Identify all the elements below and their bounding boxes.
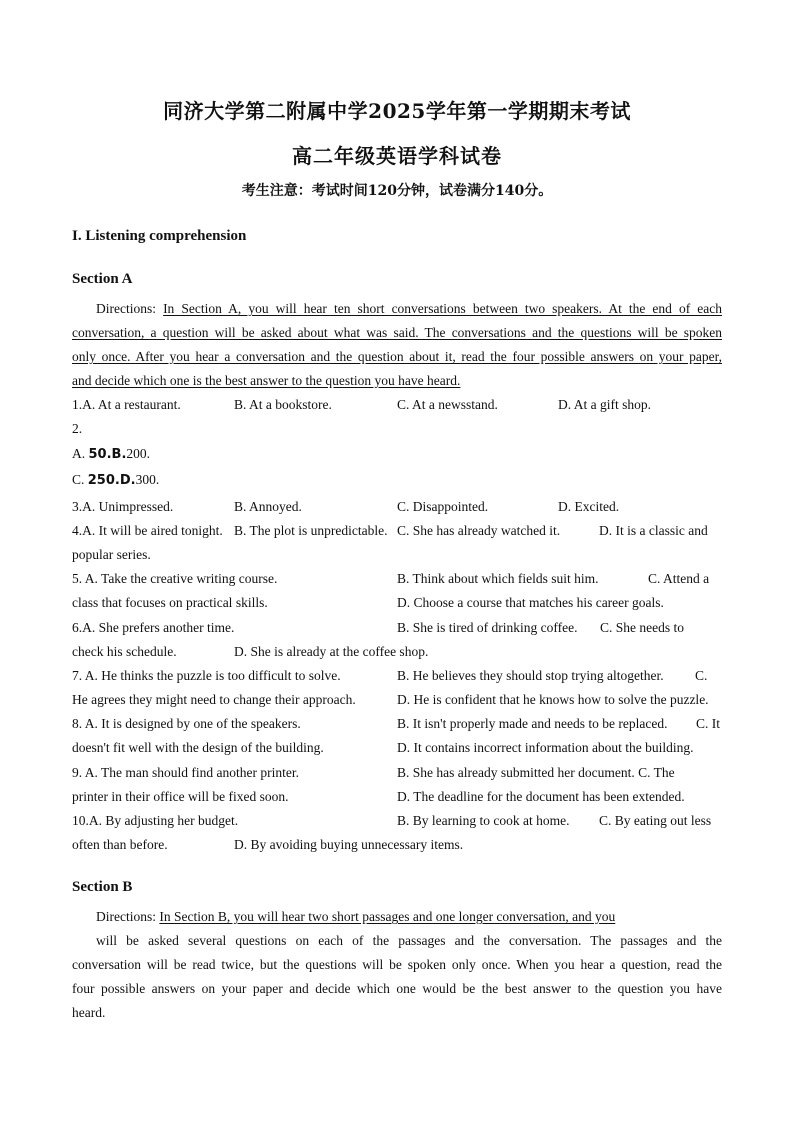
q5-option-d: D. Choose a course that matches his career goals.: [397, 595, 664, 610]
q2-number: 2.: [72, 421, 83, 436]
section-b-heading: Section B: [72, 879, 133, 895]
directions-label: Directions:: [96, 301, 156, 316]
q4-option-c: C. She has already watched it.: [397, 523, 561, 538]
section-a-directions-line-3: only once. After you hear a conversation and the question about it, read the four possible answers on your paper,: [72, 349, 722, 364]
directions-text: In Section B, you will hear two short passages and one longer conversation, and you: [159, 909, 616, 924]
q7-option-c: C.: [695, 668, 708, 683]
q10-option-a: 10.A. By adjusting her budget.: [72, 813, 239, 828]
q4-option-a: 4.A. It will be aired tonight.: [72, 523, 223, 538]
q3-option-a: 3.A. Unimpressed.: [72, 499, 174, 514]
q4-option-b: B. The plot is unpredictable.: [234, 523, 388, 538]
exam-title: 同济大学第二附属中学2025学年第一学期期末考试: [163, 99, 631, 123]
q8-option-a: 8. A. It is designed by one of the speakers.: [72, 716, 301, 731]
q2-options-cd: [72, 472, 159, 488]
q6-option-c: C. She needs to: [600, 620, 684, 635]
part-heading-listening: I. Listening comprehension: [72, 228, 247, 244]
q6-option-b: B. She is tired of drinking coffee.: [397, 620, 578, 635]
q9-option-c-cont: printer in their office will be fixed soon.: [72, 789, 289, 804]
section-b-directions-line-2: [72, 933, 722, 949]
q8-option-b: B. It isn't properly made and needs to be replaced.: [397, 716, 668, 731]
q9-option-b: B. She has already submitted her document. C. The: [397, 765, 675, 780]
q4-option-d: D. It is a classic and: [599, 523, 708, 538]
q10-option-d: D. By avoiding buying unnecessary items.: [234, 837, 464, 852]
q2-a-tail: 200.: [126, 446, 151, 461]
q7-option-d: D. He is confident that he knows how to solve the puzzle.: [397, 692, 709, 707]
q8-option-d: D. It contains incorrect information about the building.: [397, 740, 694, 755]
q2-options-ab: [72, 446, 150, 462]
q2-c-bold: 250.D.: [87, 473, 136, 488]
directions-text: In Section A, you will hear ten short conversations between two speakers. At the end of each: [163, 301, 722, 316]
q3-option-c: C. Disappointed.: [397, 499, 489, 514]
q7-option-c-cont: He agrees they might need to change their approach.: [72, 692, 356, 707]
q1-option-c: C. At a newsstand.: [397, 397, 498, 412]
section-b-directions-line-5: heard.: [72, 1005, 106, 1020]
q10-option-c-cont: often than before.: [72, 837, 168, 852]
q10-option-c: C. By eating out less: [599, 813, 712, 828]
q3-option-d: D. Excited.: [558, 499, 620, 514]
q2-c-tail: 300.: [135, 472, 160, 487]
section-a-directions-line-1: [72, 301, 722, 317]
q5-option-c-cont: class that focuses on practical skills.: [72, 595, 268, 610]
section-b-directions-line-3: conversation will be read twice, but the questions will be spoken only once. When you hear a question, read the: [72, 957, 722, 972]
section-b-directions-line-1: [96, 909, 615, 925]
q2-a-bold: 50.B.: [88, 447, 127, 462]
q7-option-a: 7. A. He thinks the puzzle is too difficult to solve.: [72, 668, 341, 683]
q10-option-b: B. By learning to cook at home.: [397, 813, 570, 828]
exam-subtitle: 高二年级英语学科试卷: [292, 144, 502, 168]
exam-notice: 考生注意：考试时间120分钟，试卷满分140分。: [241, 183, 553, 199]
section-b-directions-line-4: four possible answers on your paper and decide which one would be the best answer to the question you have: [72, 981, 722, 996]
section-a-directions-line-4: and decide which one is the best answer to the question you have heard.: [72, 373, 461, 388]
q4-option-d-cont: popular series.: [72, 547, 151, 562]
q1-option-b: B. At a bookstore.: [234, 397, 332, 412]
q8-option-c: C. It: [696, 716, 721, 731]
q6-option-d: D. She is already at the coffee shop.: [234, 644, 429, 659]
directions-label: Directions:: [96, 909, 156, 924]
q5-option-a: 5. A. Take the creative writing course.: [72, 571, 278, 586]
q2-a-prefix: A.: [72, 446, 86, 461]
q6-option-a: 6.A. She prefers another time.: [72, 620, 235, 635]
q3-option-b: B. Annoyed.: [234, 499, 302, 514]
section-a-heading: Section A: [72, 271, 133, 287]
q9-option-a: 9. A. The man should find another printer.: [72, 765, 299, 780]
q7-option-b: B. He believes they should stop trying altogether.: [397, 668, 664, 683]
q5-option-c: C. Attend a: [648, 571, 710, 586]
directions-text: will be asked several questions on each of the passages and the conversation. The passages and the: [96, 933, 722, 948]
q5-option-b: B. Think about which fields suit him.: [397, 571, 599, 586]
q1-option-a: 1.A. At a restaurant.: [72, 397, 181, 412]
q8-option-c-cont: doesn't fit well with the design of the building.: [72, 740, 324, 755]
q2-c-prefix: C.: [72, 472, 85, 487]
q1-option-d: D. At a gift shop.: [558, 397, 651, 412]
q9-option-d: D. The deadline for the document has been extended.: [397, 789, 685, 804]
q6-option-c-cont: check his schedule.: [72, 644, 177, 659]
section-a-directions-line-2: conversation, a question will be asked about what was said. The conversations and the questions will be spoken: [72, 325, 722, 340]
